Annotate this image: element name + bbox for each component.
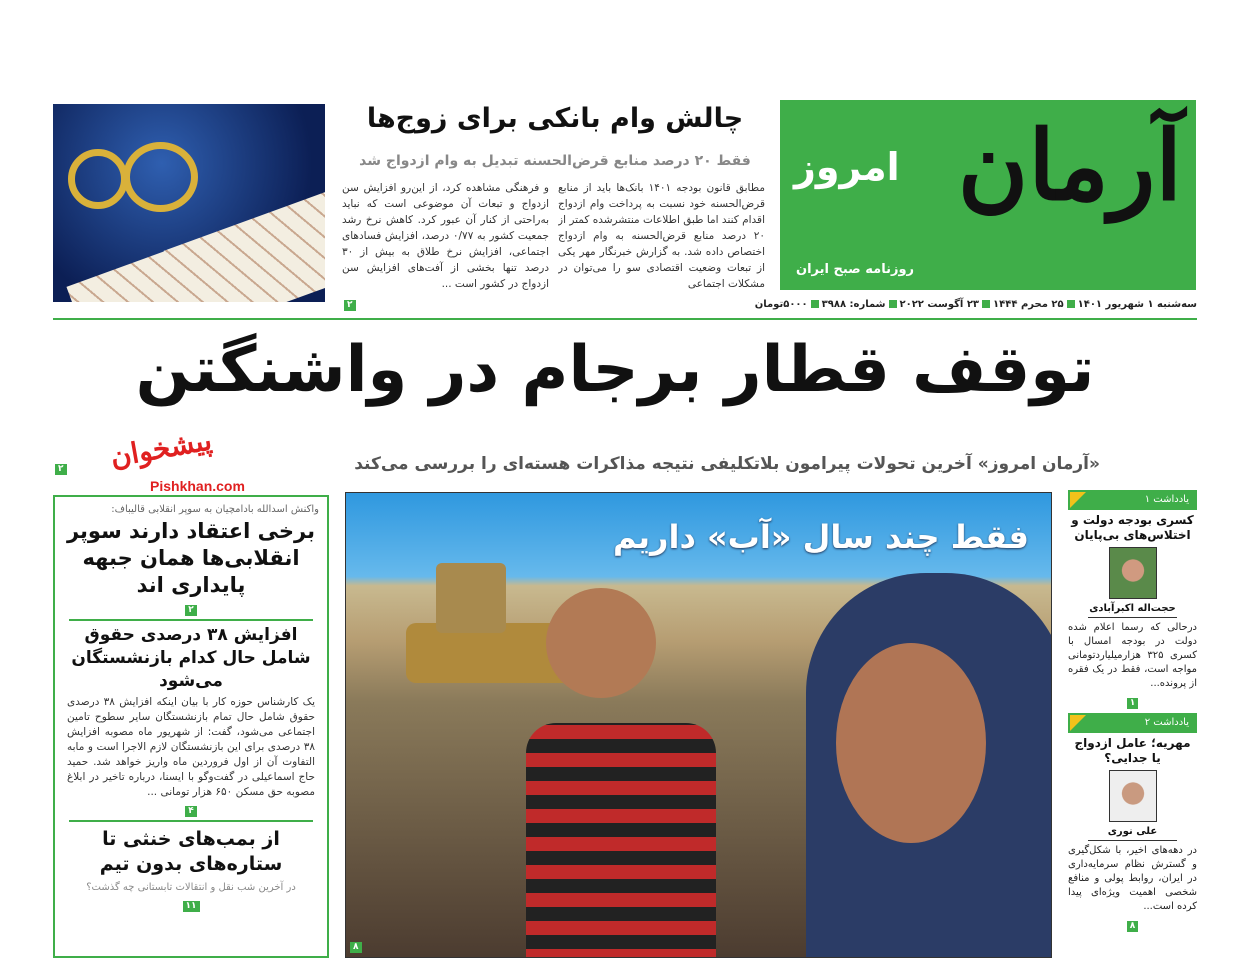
logo-emrooz: امروز xyxy=(794,145,900,189)
story1-kicker: واکنش اسدالله بادامچیان به سوپر انقلابی قالیباف: xyxy=(111,504,319,515)
issue-number: شماره: ۳۹۸۸ xyxy=(821,299,886,310)
dateline xyxy=(660,298,1197,312)
page-ref: ۱ xyxy=(1127,698,1139,709)
note2-author: علی نوری xyxy=(1088,825,1177,841)
page-ref: ۴ xyxy=(185,806,197,817)
note2-title[interactable]: مهریه؛ عامل ازدواج یا جدایی؟ xyxy=(1074,736,1191,765)
wedding-rings-image xyxy=(53,104,325,302)
photo-headline[interactable]: فقط چند سال «آب» داریم xyxy=(612,518,1029,556)
page-ref: ۲ xyxy=(55,464,67,475)
main-photo xyxy=(345,492,1052,958)
top-story-subtitle: فقط ۲۰ درصد منابع قرض‌الحسنه تبدیل به وام ازدواج شد xyxy=(359,153,751,169)
page-ref: ۲ xyxy=(344,300,356,311)
story2-title[interactable]: افزایش ۳۸ درصدی حقوق شامل حال کدام بازنشستگان می‌شود xyxy=(71,625,311,691)
note1-label: یادداشت ۱ xyxy=(1068,490,1197,510)
page-ref: ۲ xyxy=(185,605,197,616)
logo-arman: آرمان xyxy=(957,109,1182,222)
child-shirt xyxy=(526,723,716,958)
top-story-col2: و فرهنگی مشاهده کرد، از این‌رو افزایش سن ازدواج و تبعات آن موضوعی است که نباید به‌راحتی از کنار آن عبور کرد. کاهش نرخ رشد جمعیت کشور به ۰/۷۷ درصد، افزایش فسادهای اجتماعی، افزایش نرخ طلاق به بیش از ۳۰ درصد تنها بخشی از آفت‌های افزایش سن ازدواج در کشور است ... xyxy=(342,182,549,290)
story3-subtitle: در آخرین شب نقل و انتقالات تابستانی چه گذشت؟ xyxy=(86,882,296,893)
note2-label: یادداشت ۲ xyxy=(1068,713,1197,733)
tagline: روزنامه صبح ایران xyxy=(796,262,915,277)
note1-body: درحالی که رسما اعلام شده دولت در بودجه امسال با کسری ۳۲۵ هزارمیلیاردتومانی مواجه است، فقط در یک فقره از پرونده... xyxy=(1068,622,1197,689)
page-ref: ۸ xyxy=(1127,921,1139,932)
note1-author: حجت‌اله اکبرآبادی xyxy=(1088,602,1177,618)
date-gregorian: ۲۳ آگوست ۲۰۲۲ xyxy=(899,299,980,310)
date-hijri: ۲۵ محرم ۱۴۴۴ xyxy=(993,299,1064,310)
date-persian: سه‌شنبه ۱ شهریور ۱۴۰۱ xyxy=(1077,299,1197,310)
page-ref: ۸ xyxy=(350,942,362,953)
divider xyxy=(53,318,1197,320)
author-photo xyxy=(1109,547,1157,599)
top-story-title[interactable]: چالش وام بانکی برای زوج‌ها xyxy=(366,103,744,134)
story1-title[interactable]: برخی اعتقاد دارند سوپر انقلابی‌ها همان جبهه پایداری اند xyxy=(66,519,315,597)
masthead-logo xyxy=(780,100,1196,290)
price: ۵۰۰۰تومان xyxy=(754,299,808,310)
tap xyxy=(436,563,506,633)
story3-title[interactable]: از بمب‌های خنثی تا ستاره‌های بدون تیم xyxy=(99,828,283,875)
top-story-col1: مطابق قانون بودجه ۱۴۰۱ بانک‌ها باید از منابع قرض‌الحسنه خود نسبت به پرداخت وام ازدواج اقدام کنند اما طبق اطلاعات منتشرشده کمتر از ۲۰ درصد منابع قرض‌الحسنه به وام ازدواج اختصاص داده شد. به گزارش خبرنگار مهر یکی از تبعات وضعیت اقتصادی سو را می‌توان در مشکلات اجتماعی xyxy=(558,182,765,290)
right-column xyxy=(1068,490,1197,963)
note2-body: در دهه‌های اخیر، با شکل‌گیری و گسترش نظام سرمایه‌داری در ایران، روابط پولی و منافع شخصی اهمیت ویژه‌ای پیدا کرده است... xyxy=(1068,845,1197,912)
main-subhead: «آرمان امروز» آخرین تحولات پیرامون بلاتکلیفی نتیجه مذاکرات هسته‌ای را بررسی می‌کند xyxy=(354,454,1100,474)
note1-title[interactable]: کسری بودجه دولت و اختلاس‌های بی‌پایان xyxy=(1071,513,1194,542)
story2-body: یک کارشناس حوزه کار با بیان اینکه افزایش ۳۸ درصدی حقوق شامل حال تمام بازنشستگان سایر سطوح تامین اجتماعی می‌شود، گفت: از شهریور ماه مصوبه افزایش ۳۸ درصدی برای این بازنشستگان لازم الاجرا است و مابه التفاوت آن از اول فروردین ماه واریز خواهد شد. حمید حاج اسماعیلی در گفت‌وگو با ایسنا، درباره تاخیر در ابلاغ مصوبه حق مسکن ۶۵۰ هزار تومانی ... xyxy=(67,696,315,798)
left-column xyxy=(53,495,329,958)
woman-face xyxy=(836,643,986,843)
page-ref: ۱۱ xyxy=(183,901,200,912)
author-photo xyxy=(1109,770,1157,822)
watermark-url: Pishkhan.com xyxy=(150,478,245,494)
watermark-logo: پیشخوان xyxy=(107,423,215,474)
main-headline[interactable]: توقف قطار برجام در واشنگتن xyxy=(135,333,1095,407)
child-face xyxy=(546,588,656,698)
